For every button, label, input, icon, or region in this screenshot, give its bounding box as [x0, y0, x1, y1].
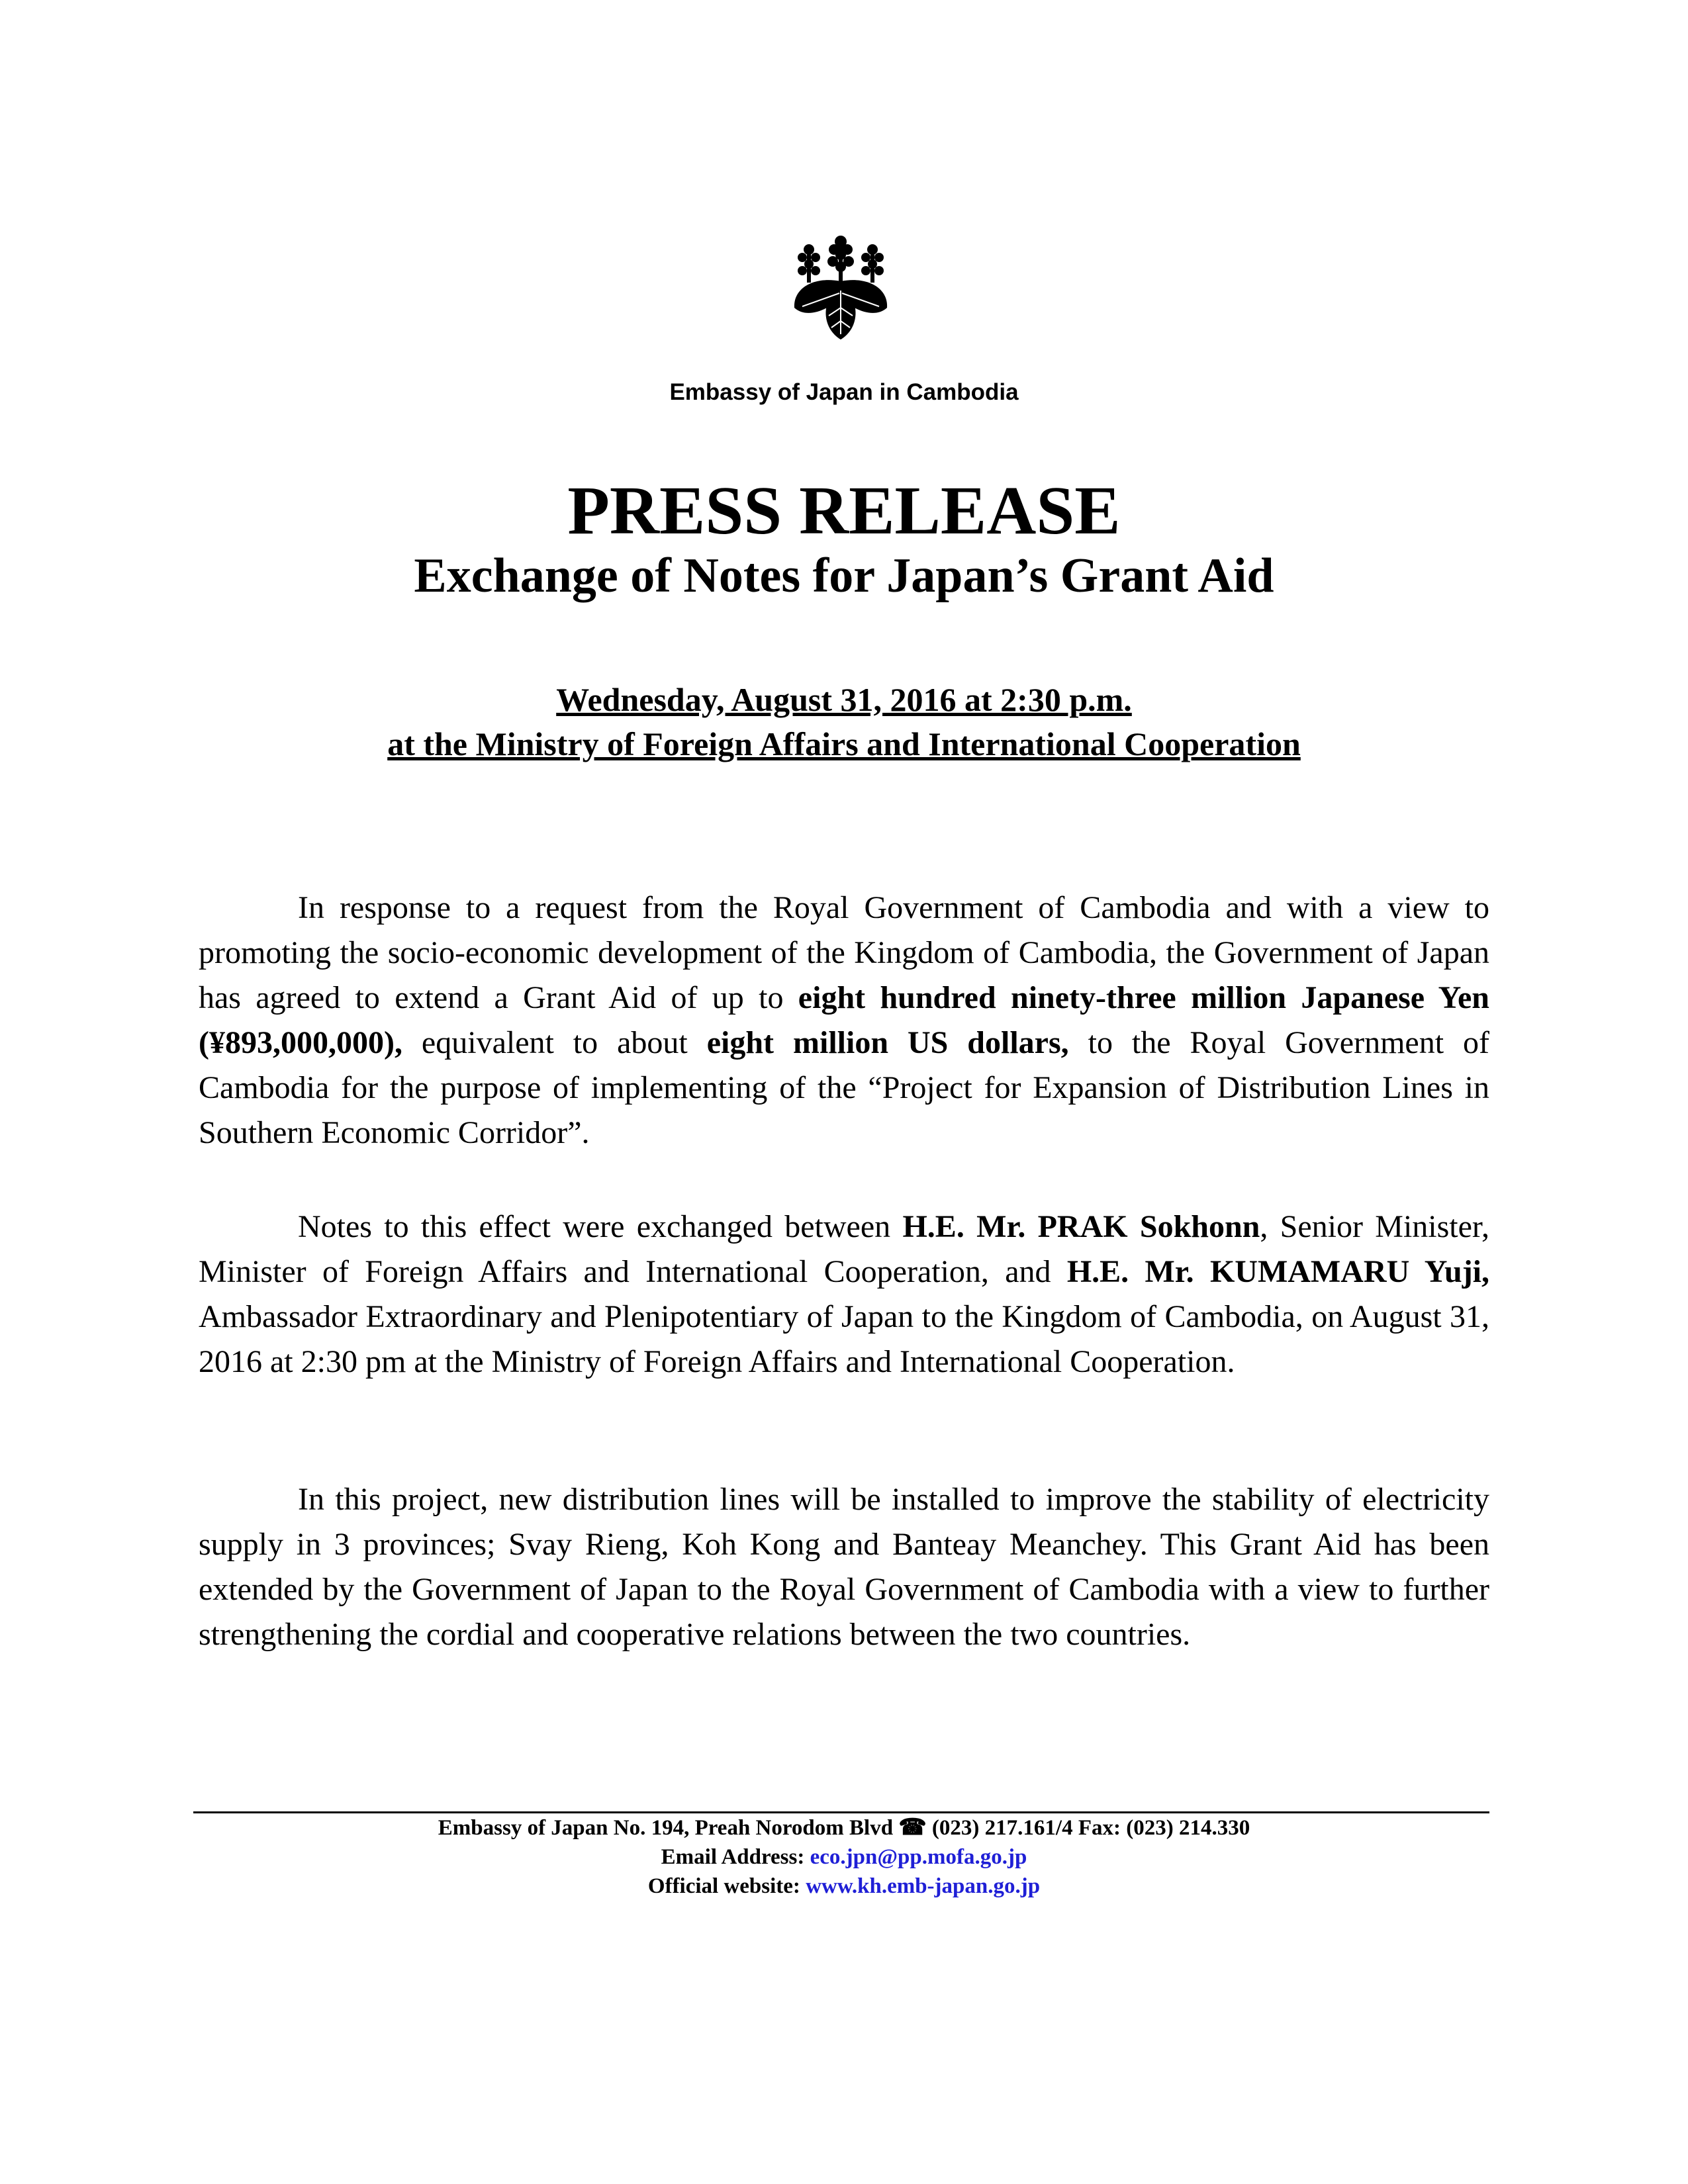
text-run: In response to a request from the Royal Government of Cambodia and with a view to promoting the socio-economic development of the Kingdom of Cambodia, the Government of Japan has agreed to extend a Grant Aid of up to	[199, 890, 1489, 1015]
event-datetime: Wednesday, August 31, 2016 at 2:30 p.m.	[556, 681, 1132, 718]
embassy-name: Embassy of Japan in Cambodia	[669, 379, 1019, 405]
footer-email-label: Email Address:	[661, 1845, 805, 1869]
footer-website-line	[0, 1872, 1688, 1901]
paragraph-project	[199, 1477, 1489, 1657]
bold-name-prak: H.E. Mr. PRAK Sokhonn	[902, 1209, 1260, 1244]
footer-phone-fax: (023) 217.161/4 Fax: (023) 214.330	[931, 1816, 1250, 1840]
text-run: equivalent to about	[402, 1025, 707, 1060]
bold-name-kumamaru: H.E. Mr. KUMAMARU Yuji,	[1066, 1254, 1490, 1289]
footer-email-link[interactable]: eco.jpn@pp.mofa.go.jp	[810, 1845, 1027, 1869]
event-location: at the Ministry of Foreign Affairs and International Cooperation	[387, 725, 1301, 762]
footer-website-link[interactable]: www.kh.emb-japan.go.jp	[806, 1874, 1041, 1898]
text-run: Ambassador Extraordinary and Plenipotentiary of Japan to the Kingdom of Cambodia, on August 31, 2016 at 2:30 pm at the Ministry of Foreign Affairs and International Cooperation.	[199, 1299, 1489, 1379]
bold-amount-usd: eight million US dollars,	[706, 1025, 1069, 1060]
text-run: In this project, new distribution lines will be installed to improve the stability of electricity supply in 3 provinces; Svay Rieng, Koh Kong and Banteay Meanchey. This Grant Aid has been extended by the Government of Japan to the Royal Government of Cambodia with a view to further strengthening the cordial and cooperative relations between the two countries.	[199, 1482, 1489, 1652]
footer-address: Embassy of Japan No. 194, Preah Norodom Blvd	[438, 1816, 894, 1840]
bold-amount-yen: eight hundred ninety-three million Japanese Yen (¥893,000,000),	[199, 980, 1490, 1060]
footer-website-label: Official website:	[647, 1874, 800, 1898]
footer-address-line	[0, 1813, 1688, 1843]
text-run: to the Royal Government of Cambodia for the purpose of implementing of the “Project for Expansion of Distribution Lines in Southern Economic Corridor”.	[199, 1025, 1490, 1150]
telephone-icon: ☎	[898, 1815, 927, 1840]
page-subtitle: Exchange of Notes for Japan’s Grant Aid	[414, 549, 1274, 603]
paragraph-grant-aid	[199, 886, 1489, 1156]
text-run: , Senior Minister, Minister of Foreign Affairs and International Cooperation, and	[199, 1209, 1489, 1289]
paragraph-exchange-notes	[199, 1205, 1489, 1385]
page-title: PRESS RELEASE	[567, 473, 1121, 549]
text-run: Notes to this effect were exchanged between	[298, 1209, 903, 1244]
paulownia-crest-icon	[788, 235, 894, 341]
footer-email-line	[0, 1843, 1688, 1872]
